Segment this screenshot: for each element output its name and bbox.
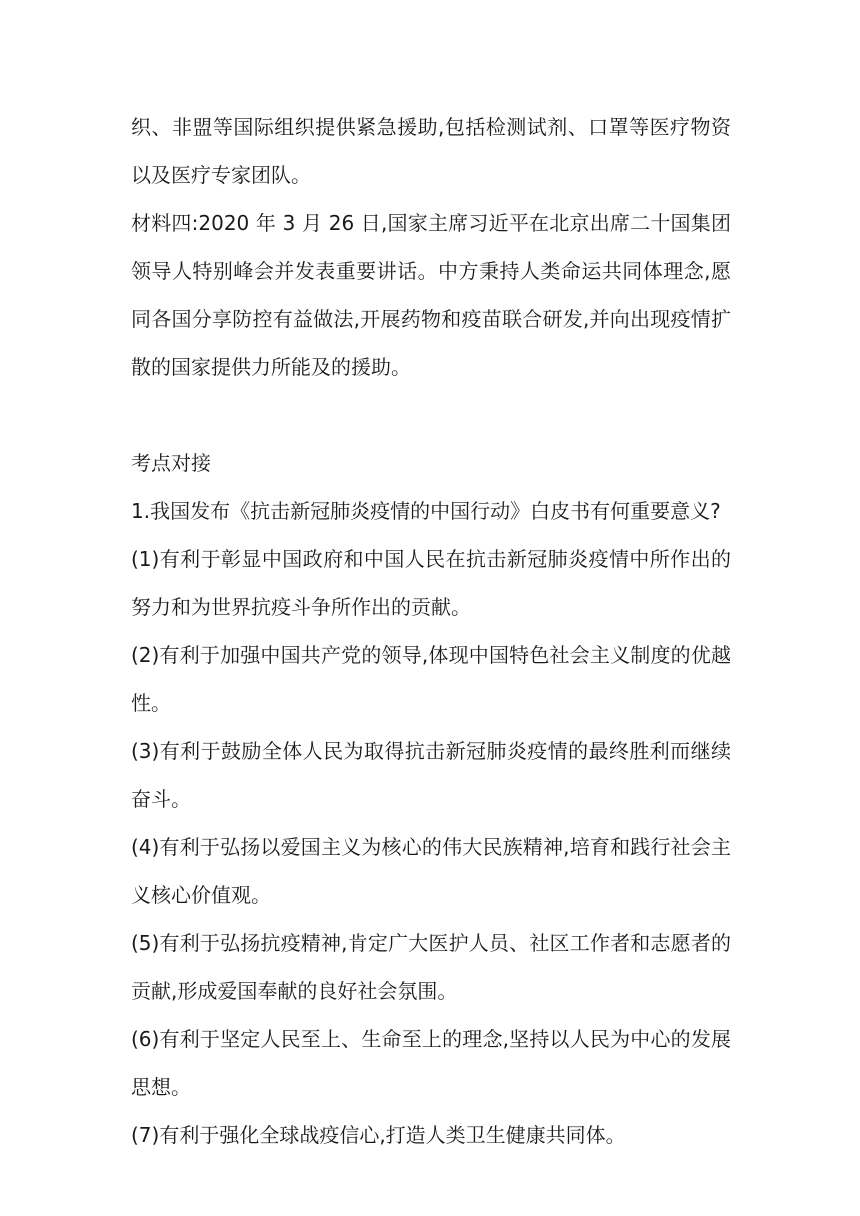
- answer-item-5: (5)有利于弘扬抗疫精神,肯定广大医护人员、社区工作者和志愿者的贡献,形成爱国奉献的良好社会氛围。: [131, 931, 731, 1003]
- answer-item-6: (6)有利于坚定人民至上、生命至上的理念,坚持以人民为中心的发展思想。: [131, 1027, 731, 1099]
- section-title: 考点对接: [131, 451, 211, 475]
- question: 1.我国发布《抗击新冠肺炎疫情的中国行动》白皮书有何重要意义?: [131, 499, 721, 523]
- answer-item-2: (2)有利于加强中国共产党的领导,体现中国特色社会主义制度的优越性。: [131, 643, 731, 715]
- paragraph-material-four: 材料四:2020 年 3 月 26 日,国家主席习近平在北京出席二十国集团领导人特别峰会并发表重要讲话。中方秉持人类命运共同体理念,愿同各国分享防控有益做法,开展药物和疫苗联合研发,并向出现疫情扩散的国家提供力所能及的援助。: [131, 211, 731, 379]
- document-body: [131, 103, 731, 1159]
- answer-item-1: (1)有利于彰显中国政府和中国人民在抗击新冠肺炎疫情中所作出的努力和为世界抗疫斗争所作出的贡献。: [131, 547, 731, 619]
- answer-item-3: (3)有利于鼓励全体人民为取得抗击新冠肺炎疫情的最终胜利而继续奋斗。: [131, 739, 731, 811]
- answer-item-4: (4)有利于弘扬以爱国主义为核心的伟大民族精神,培育和践行社会主义核心价值观。: [131, 835, 731, 907]
- answer-item-7: (7)有利于强化全球战疫信心,打造人类卫生健康共同体。: [131, 1123, 626, 1147]
- blank-line: [131, 391, 731, 439]
- paragraph-aid-continuation: 织、非盟等国际组织提供紧急援助,包括检测试剂、口罩等医疗物资以及医疗专家团队。: [131, 115, 731, 187]
